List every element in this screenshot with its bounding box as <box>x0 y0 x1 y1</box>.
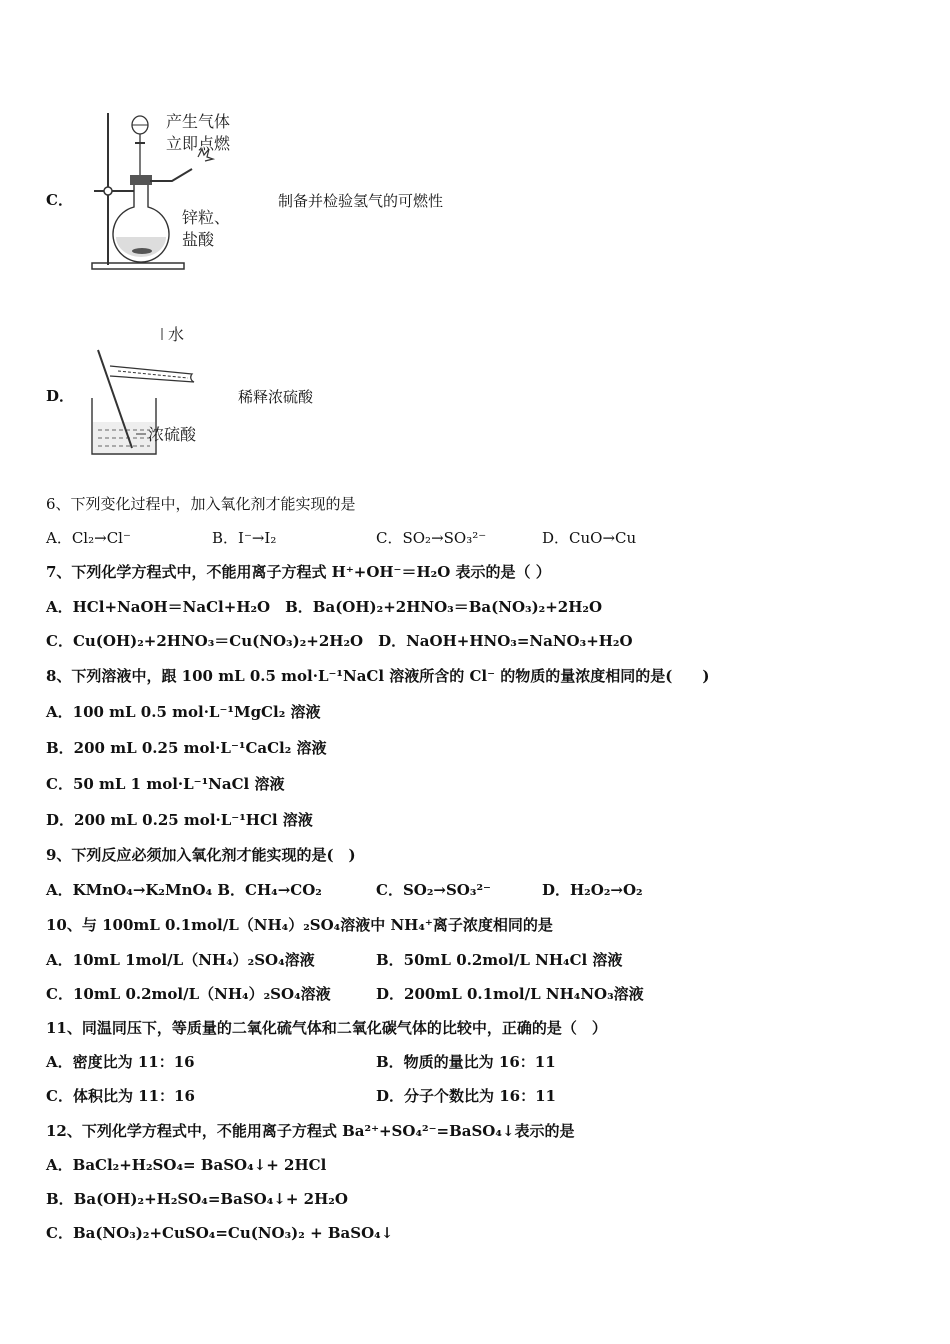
label-zinc-2: 盐酸 <box>182 230 215 249</box>
q7-options-ab: A．HCl+NaOH＝NaCl+H₂O B．Ba(OH)₂+2HNO₃＝Ba(NO₃)₂+2H₂O <box>46 598 603 616</box>
q6-option-c: C．SO₂→SO₃²⁻ <box>376 529 487 547</box>
option-d-description: 稀释浓硫酸 <box>238 388 314 406</box>
q10-option-a: A．10mL 1mol/L（NH₄）₂SO₄溶液 <box>46 951 315 969</box>
q11-option-d: D．分子个数比为 16：11 <box>376 1087 556 1105</box>
label-zinc-1: 锌粒、 <box>182 208 231 227</box>
q12-option-b: B．Ba(OH)₂+H₂SO₄=BaSO₄↓+ 2H₂O <box>46 1190 348 1208</box>
option-c-description: 制备并检验氢气的可燃性 <box>278 192 444 210</box>
option-d-letter: D． <box>46 387 75 405</box>
q10-stem: 10、与 100mL 0.1mol/L（NH₄）₂SO₄溶液中 NH₄⁺离子浓度相同的是 <box>46 916 553 934</box>
q9-options-ab: A．KMnO₄→K₂MnO₄ B．CH₄→CO₂ <box>46 881 322 899</box>
q12-option-a: A．BaCl₂+H₂SO₄= BaSO₄↓+ 2HCl <box>46 1156 327 1174</box>
q11-option-a: A．密度比为 11：16 <box>46 1053 195 1071</box>
q6-option-a: A．Cl₂→Cl⁻ <box>46 529 131 547</box>
q9-option-d: D．H₂O₂→O₂ <box>542 881 643 899</box>
q10-option-b: B．50mL 0.2mol/L NH₄Cl 溶液 <box>376 951 623 969</box>
q9-option-c: C．SO₂→SO₃²⁻ <box>376 881 491 899</box>
label-gas-2: 立即点燃 <box>166 134 231 153</box>
label-gas-1: 产生气体 <box>166 112 231 131</box>
q8-stem: 8、下列溶液中，跟 100 mL 0.5 mol·L⁻¹NaCl 溶液所含的 Cl⁻ 的物质的量浓度相同的是( ) <box>46 667 710 685</box>
q8-option-d: D．200 mL 0.25 mol·L⁻¹HCl 溶液 <box>46 811 313 829</box>
q11-option-b: B．物质的量比为 16：11 <box>376 1053 556 1071</box>
q10-option-c: C．10mL 0.2mol/L（NH₄）₂SO₄溶液 <box>46 985 331 1003</box>
q7-options-cd: C．Cu(OH)₂+2HNO₃＝Cu(NO₃)₂+2H₂O D．NaOH+HNO₃=NaNO₃+H₂O <box>46 632 633 650</box>
hydrogen-apparatus-diagram <box>80 105 250 275</box>
label-acid: 浓硫酸 <box>148 425 197 444</box>
q6-stem: 6、下列变化过程中，加入氧化剂才能实现的是 <box>46 495 356 513</box>
q7-stem: 7、下列化学方程式中，不能用离子方程式 H⁺+OH⁻＝H₂O 表示的是（ ） <box>46 563 551 581</box>
q12-option-c: C．Ba(NO₃)₂+CuSO₄=Cu(NO₃)₂ + BaSO₄↓ <box>46 1224 394 1242</box>
q8-option-c: C．50 mL 1 mol·L⁻¹NaCl 溶液 <box>46 775 285 793</box>
q8-option-a: A．100 mL 0.5 mol·L⁻¹MgCl₂ 溶液 <box>46 703 321 721</box>
q12-stem: 12、下列化学方程式中，不能用离子方程式 Ba²⁺+SO₄²⁻=BaSO₄↓表示的是 <box>46 1122 575 1140</box>
q6-option-d: D．CuO→Cu <box>542 529 637 547</box>
option-c-letter: C． <box>46 191 73 209</box>
dilution-diagram <box>80 318 220 460</box>
q11-stem: 11、同温同压下，等质量的二氧化硫气体和二氧化碳气体的比较中，正确的是（ ） <box>46 1019 607 1037</box>
q8-option-b: B．200 mL 0.25 mol·L⁻¹CaCl₂ 溶液 <box>46 739 327 757</box>
q9-stem: 9、下列反应必须加入氧化剂才能实现的是( ) <box>46 846 356 864</box>
label-water: 水 <box>168 325 185 344</box>
q6-option-b: B．I⁻→I₂ <box>212 529 277 547</box>
q10-option-d: D．200mL 0.1mol/L NH₄NO₃溶液 <box>376 985 644 1003</box>
q11-option-c: C．体积比为 11：16 <box>46 1087 195 1105</box>
